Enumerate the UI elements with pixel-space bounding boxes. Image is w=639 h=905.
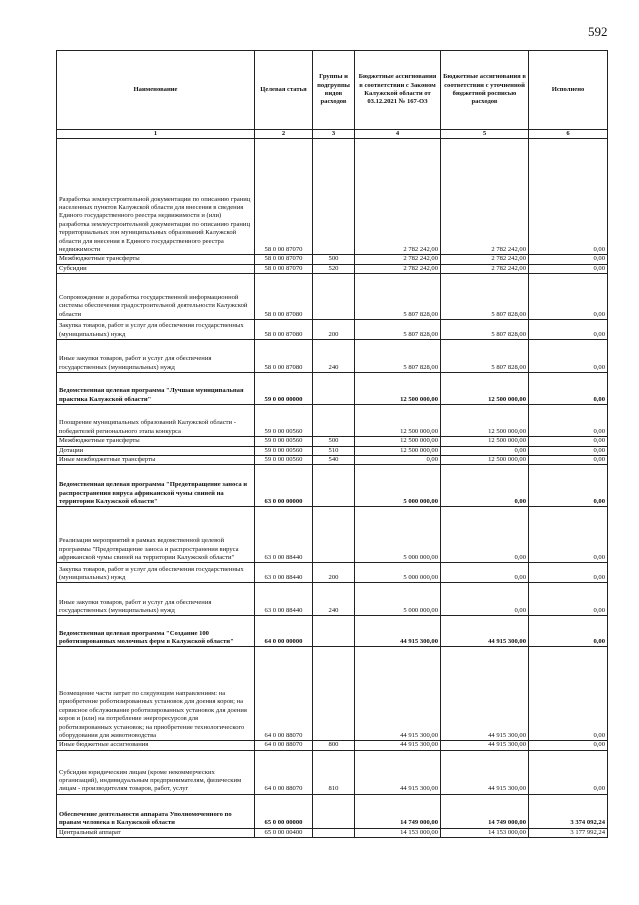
row-law-amount: 14 749 000,00 (355, 794, 441, 828)
row-name: Дотации (57, 446, 255, 455)
column-number: 6 (529, 130, 608, 139)
row-refined-amount: 5 807 828,00 (441, 340, 529, 373)
row-article: 58 0 00 87070 (255, 255, 313, 264)
row-article: 58 0 00 87070 (255, 139, 313, 255)
row-refined-amount: 0,00 (441, 563, 529, 583)
row-law-amount: 44 915 300,00 (355, 750, 441, 794)
table-row (57, 507, 608, 563)
row-name: Закупка товаров, работ и услуг для обеспечения государственных (муниципальных) нужд (57, 320, 255, 340)
row-executed-amount: 0,00 (529, 139, 608, 255)
row-group (313, 405, 355, 437)
row-law-amount: 5 807 828,00 (355, 340, 441, 373)
row-group (313, 794, 355, 828)
row-law-amount: 5 807 828,00 (355, 320, 441, 340)
header-group: Группы и подгруппы видов расходов (313, 51, 355, 130)
table-row (57, 583, 608, 616)
table-row (57, 794, 608, 828)
row-name: Межбюджетные трансферты (57, 255, 255, 264)
row-group: 500 (313, 437, 355, 446)
row-refined-amount: 14 749 000,00 (441, 794, 529, 828)
row-law-amount: 5 000 000,00 (355, 563, 441, 583)
row-executed-amount: 0,00 (529, 750, 608, 794)
row-group (313, 373, 355, 405)
table-row (57, 750, 608, 794)
row-executed-amount: 0,00 (529, 507, 608, 563)
row-group: 200 (313, 563, 355, 583)
row-executed-amount: 0,00 (529, 320, 608, 340)
row-law-amount: 5 000 000,00 (355, 507, 441, 563)
row-refined-amount: 44 915 300,00 (441, 647, 529, 741)
row-executed-amount: 0,00 (529, 437, 608, 446)
row-executed-amount: 0,00 (529, 446, 608, 455)
table-row (57, 741, 608, 750)
row-executed-amount: 3 177 992,24 (529, 828, 608, 837)
row-law-amount: 0,00 (355, 456, 441, 465)
row-article: 64 0 00 88070 (255, 741, 313, 750)
table-body (57, 139, 608, 838)
row-article: 58 0 00 87080 (255, 340, 313, 373)
row-article: 63 0 00 00000 (255, 465, 313, 507)
row-refined-amount: 44 915 300,00 (441, 616, 529, 647)
row-refined-amount: 2 782 242,00 (441, 264, 529, 273)
column-number: 4 (355, 130, 441, 139)
row-article: 59 0 00 00560 (255, 456, 313, 465)
row-group (313, 616, 355, 647)
row-executed-amount: 0,00 (529, 456, 608, 465)
row-name: Ведомственная целевая программа "Лучшая муниципальная практика Калужской области" (57, 373, 255, 405)
row-name: Субсидии юридическим лицам (кроме некоммерческих организаций), индивидуальным предпринимателям, физическим лицам - производителям товаров, работ, услуг (57, 750, 255, 794)
row-refined-amount: 12 500 000,00 (441, 405, 529, 437)
row-article: 59 0 00 00560 (255, 405, 313, 437)
row-group: 500 (313, 255, 355, 264)
table-row (57, 320, 608, 340)
page-number: 592 (588, 24, 608, 39)
row-law-amount: 44 915 300,00 (355, 616, 441, 647)
row-law-amount: 12 500 000,00 (355, 446, 441, 455)
row-law-amount: 5 807 828,00 (355, 274, 441, 320)
row-name: Иные бюджетные ассигнования (57, 741, 255, 750)
header-refined: Бюджетные ассигнования в соответствии с уточненной бюджетной росписью расходов (441, 51, 529, 130)
row-law-amount: 2 782 242,00 (355, 255, 441, 264)
row-law-amount: 5 000 000,00 (355, 583, 441, 616)
row-law-amount: 2 782 242,00 (355, 264, 441, 273)
row-article: 58 0 00 87080 (255, 274, 313, 320)
row-group: 520 (313, 264, 355, 273)
table-row (57, 437, 608, 446)
header-name: Наименование (57, 51, 255, 130)
header-law: Бюджетные ассигнования в соответствии с Законом Калужской области от 03.12.2021 № 167-ОЗ (355, 51, 441, 130)
row-refined-amount: 12 500 000,00 (441, 437, 529, 446)
row-name: Реализация мероприятий в рамках ведомственной целевой программы "Предотвращение заноса и распространения вируса африканской чумы свиней на территории Калужской области" (57, 507, 255, 563)
table-row (57, 340, 608, 373)
table-row (57, 373, 608, 405)
table-row (57, 647, 608, 741)
row-article: 65 0 00 00400 (255, 828, 313, 837)
table-row (57, 828, 608, 837)
row-executed-amount: 0,00 (529, 465, 608, 507)
row-law-amount: 44 915 300,00 (355, 647, 441, 741)
row-group: 810 (313, 750, 355, 794)
table-row (57, 446, 608, 455)
column-number: 3 (313, 130, 355, 139)
row-executed-amount: 0,00 (529, 373, 608, 405)
row-group: 800 (313, 741, 355, 750)
row-article: 63 0 00 88440 (255, 583, 313, 616)
row-article: 58 0 00 87070 (255, 264, 313, 273)
row-refined-amount: 5 807 828,00 (441, 320, 529, 340)
table-row (57, 274, 608, 320)
row-name: Центральный аппарат (57, 828, 255, 837)
row-name: Разработка землеустроительной документации по описанию границ населенных пунктов Калужской области для внесения в сведения Единого государственного реестра недвижимости и (или) разработка землеустроительной документации по описанию границ территориальных зон муниципальных образований Калужской области для внесения в Единого государственного реестра недвижимости (57, 139, 255, 255)
row-executed-amount: 0,00 (529, 264, 608, 273)
row-group (313, 647, 355, 741)
row-group: 240 (313, 340, 355, 373)
header-executed: Исполнено (529, 51, 608, 130)
row-refined-amount: 44 915 300,00 (441, 750, 529, 794)
row-law-amount: 2 782 242,00 (355, 139, 441, 255)
row-executed-amount: 0,00 (529, 405, 608, 437)
row-group (313, 507, 355, 563)
header-article: Целевая статья (255, 51, 313, 130)
row-refined-amount: 0,00 (441, 446, 529, 455)
row-law-amount: 44 915 300,00 (355, 741, 441, 750)
row-name: Поощрение муниципальных образований Калужской области - победителей регионального этапа конкурса (57, 405, 255, 437)
row-refined-amount: 0,00 (441, 507, 529, 563)
row-executed-amount: 0,00 (529, 647, 608, 741)
row-name: Иные межбюджетные трансферты (57, 456, 255, 465)
row-name: Ведомственная целевая программа "Создание 100 роботизированных молочных ферм в Калужской области" (57, 616, 255, 647)
row-name: Ведомственная целевая программа "Предотвращение заноса и распространения вируса африканской чумы свиней на территории Калужской области" (57, 465, 255, 507)
table-row (57, 405, 608, 437)
budget-table (56, 50, 608, 838)
row-article: 59 0 00 00560 (255, 437, 313, 446)
row-group (313, 274, 355, 320)
row-refined-amount: 5 807 828,00 (441, 274, 529, 320)
row-article: 59 0 00 00000 (255, 373, 313, 405)
row-name: Иные закупки товаров, работ и услуг для обеспечения государственных (муниципальных) нужд (57, 340, 255, 373)
row-law-amount: 12 500 000,00 (355, 405, 441, 437)
row-refined-amount: 44 915 300,00 (441, 741, 529, 750)
row-group: 540 (313, 456, 355, 465)
row-refined-amount: 2 782 242,00 (441, 255, 529, 264)
row-article: 64 0 00 00000 (255, 616, 313, 647)
row-name: Закупка товаров, работ и услуг для обеспечения государственных (муниципальных) нужд (57, 563, 255, 583)
row-name: Межбюджетные трансферты (57, 437, 255, 446)
table-row (57, 616, 608, 647)
row-executed-amount: 0,00 (529, 340, 608, 373)
row-group (313, 139, 355, 255)
row-article: 65 0 00 00000 (255, 794, 313, 828)
row-law-amount: 14 153 000,00 (355, 828, 441, 837)
row-law-amount: 12 500 000,00 (355, 437, 441, 446)
row-refined-amount: 14 153 000,00 (441, 828, 529, 837)
row-article: 59 0 00 00560 (255, 446, 313, 455)
row-group: 510 (313, 446, 355, 455)
row-executed-amount: 3 374 092,24 (529, 794, 608, 828)
column-number: 5 (441, 130, 529, 139)
column-number: 2 (255, 130, 313, 139)
header-row (57, 51, 608, 130)
row-name: Возмещение части затрат по следующим направлениям: на приобретение роботизированных установок для доения коров; на сервисное обслуживание роботизированных установок для доения коров и (или) на потребление энергоресурсов для роботизированных установок; на приобретение технологического оборудования для животноводства (57, 647, 255, 741)
table-row (57, 465, 608, 507)
table-row (57, 139, 608, 255)
row-executed-amount: 0,00 (529, 616, 608, 647)
table-row (57, 456, 608, 465)
row-executed-amount: 0,00 (529, 255, 608, 264)
column-number-row (57, 130, 608, 139)
row-executed-amount: 0,00 (529, 583, 608, 616)
row-refined-amount: 12 500 000,00 (441, 456, 529, 465)
row-executed-amount: 0,00 (529, 741, 608, 750)
row-executed-amount: 0,00 (529, 563, 608, 583)
row-law-amount: 5 000 000,00 (355, 465, 441, 507)
row-group: 200 (313, 320, 355, 340)
row-article: 63 0 00 88440 (255, 507, 313, 563)
row-article: 64 0 00 88070 (255, 647, 313, 741)
table-row (57, 563, 608, 583)
row-article: 63 0 00 88440 (255, 563, 313, 583)
row-law-amount: 12 500 000,00 (355, 373, 441, 405)
row-article: 64 0 00 88070 (255, 750, 313, 794)
row-refined-amount: 0,00 (441, 583, 529, 616)
table-row (57, 264, 608, 273)
table-row (57, 255, 608, 264)
row-executed-amount: 0,00 (529, 274, 608, 320)
row-name: Обеспечение деятельности аппарата Уполномоченного по правам человека в Калужской области (57, 794, 255, 828)
row-article: 58 0 00 87080 (255, 320, 313, 340)
row-name: Иные закупки товаров, работ и услуг для обеспечения государственных (муниципальных) нужд (57, 583, 255, 616)
row-name: Сопровождение и доработка государственной информационной системы обеспечения градостроительной деятельности Калужской области (57, 274, 255, 320)
row-name: Субсидии (57, 264, 255, 273)
row-refined-amount: 12 500 000,00 (441, 373, 529, 405)
row-refined-amount: 0,00 (441, 465, 529, 507)
row-group (313, 828, 355, 837)
row-group: 240 (313, 583, 355, 616)
row-group (313, 465, 355, 507)
row-refined-amount: 2 782 242,00 (441, 139, 529, 255)
column-number: 1 (57, 130, 255, 139)
